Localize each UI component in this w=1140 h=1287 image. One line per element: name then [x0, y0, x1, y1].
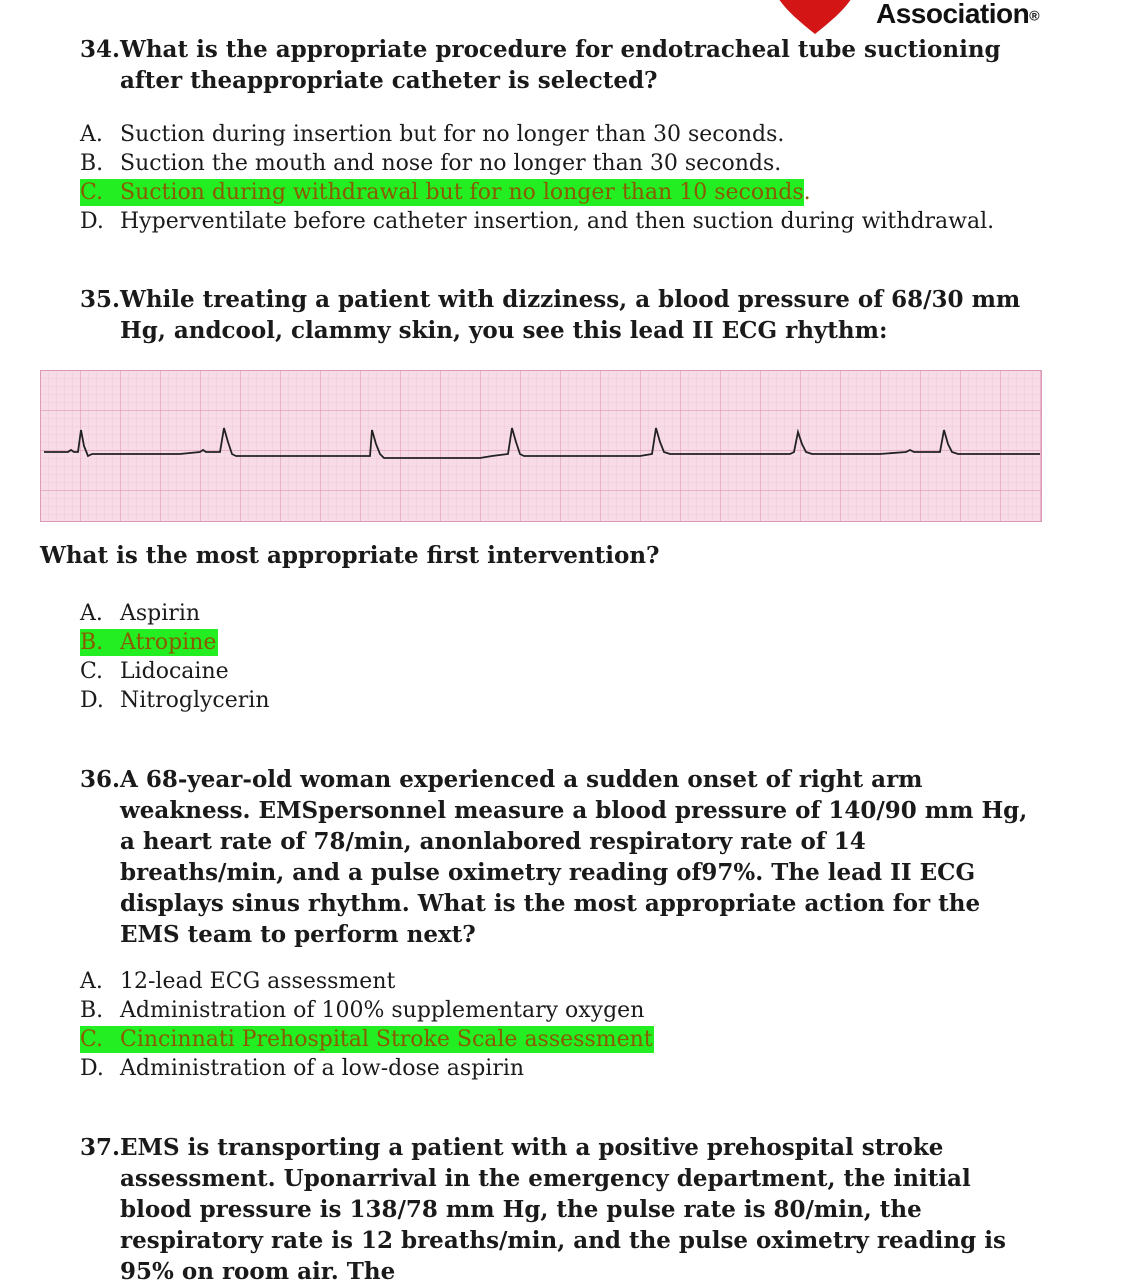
question-number: 35. [80, 286, 121, 313]
question-34 [80, 34, 1030, 96]
question-text: What is the appropriate procedure for endotracheal tube suctioning after theappropriate catheter is selected? [120, 36, 1001, 94]
question-number: 37. [80, 1134, 121, 1161]
question-36 [80, 764, 1030, 950]
org-name: Association® [876, 0, 1040, 29]
question-number: 34. [80, 36, 121, 63]
question-number: 36. [80, 766, 121, 793]
aha-logo [770, 0, 1070, 38]
question-text: A 68-year-old woman experienced a sudden onset of right arm weakness. EMSpersonnel measure a blood pressure of 140/90 mm Hg, a heart rate of 78/min, anonlabored respiratory rate of 14 breaths/min, and a pulse oximetry reading of97%. The lead II ECG displays sinus rhythm. What is the most appropriate action for the EMS team to perform next? [120, 766, 1028, 948]
question-text: EMS is transporting a patient with a positive prehospital stroke assessment. Uponarrival in the emergency department, the initial blood pressure is 138/78 mm Hg, the pulse rate is 80/min, the respiratory rate is 12 breaths/min, and the pulse oximetry reading is 95% on room air. The [120, 1134, 1006, 1285]
heart-logo-icon [770, 0, 860, 36]
ecg-rhythm-strip [40, 370, 1042, 522]
question-37 [80, 1132, 1030, 1287]
question-35-prompt: What is the most appropriate first intervention? [40, 542, 660, 569]
question-text: While treating a patient with dizziness, a blood pressure of 68/30 mm Hg, andcool, clammy skin, you see this lead II ECG rhythm: [120, 286, 1021, 344]
question-35 [80, 284, 1030, 346]
